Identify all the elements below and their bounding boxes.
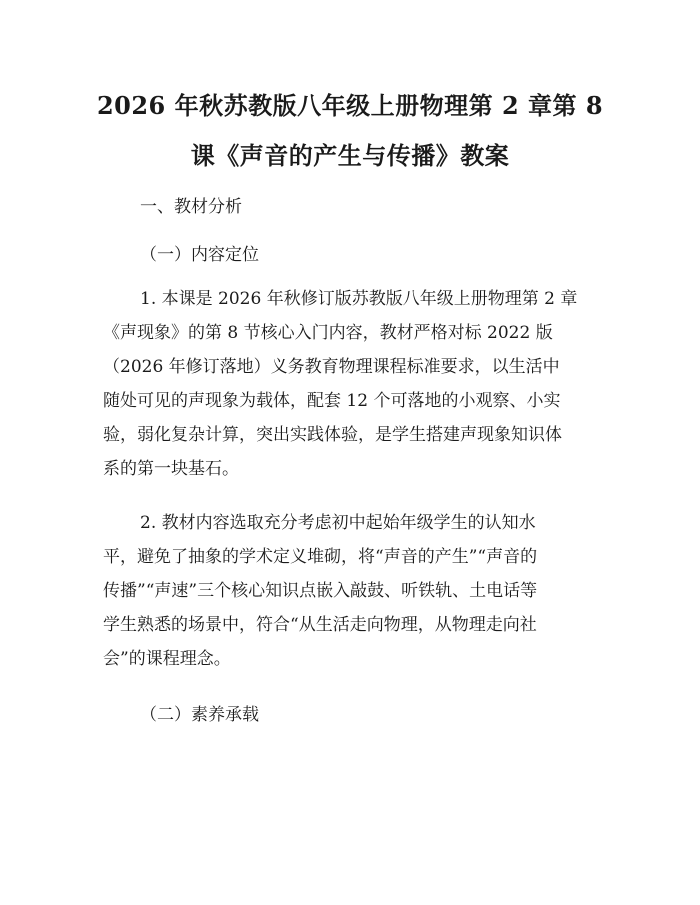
subsection-heading-content-positioning: （一）内容定位 xyxy=(140,245,259,265)
paragraph-2-line: 传播”“声速”三个核心知识点嵌入敲鼓、听铁轨、土电话等 xyxy=(103,581,538,601)
paragraph-2-line: 会”的课程理念。 xyxy=(103,649,231,669)
paragraph-1-line: 验，弱化复杂计算，突出实践体验，是学生搭建声现象知识体 xyxy=(103,425,562,445)
paragraph-1-line: 1. 本课是 2026 年秋修订版苏教版八年级上册物理第 2 章 xyxy=(140,289,578,309)
document-title-line-2: 课《声音的产生与传播》教案 xyxy=(190,141,510,170)
paragraph-1-line: （2026 年修订落地）义务教育物理课程标准要求，以生活中 xyxy=(103,357,560,377)
paragraph-2-line: 2. 教材内容选取充分考虑初中起始年级学生的认知水 xyxy=(140,513,536,533)
paragraph-1-line: 《声现象》的第 8 节核心入门内容，教材严格对标 2022 版 xyxy=(103,323,553,343)
paragraph-2-line: 学生熟悉的场景中，符合“从生活走向物理，从物理走向社 xyxy=(103,615,537,635)
paragraph-1-line: 随处可见的声现象为载体，配套 12 个可落地的小观察、小实 xyxy=(103,391,561,411)
subsection-heading-competency: （二）素养承载 xyxy=(140,705,259,725)
section-heading-textbook-analysis: 一、教材分析 xyxy=(140,197,242,217)
document-title-line-1: 2026 年秋苏教版八年级上册物理第 2 章第 8 xyxy=(96,91,604,120)
paragraph-1-line: 系的第一块基石。 xyxy=(103,459,239,479)
paragraph-2-line: 平，避免了抽象的学术定义堆砌，将“声音的产生”“声音的 xyxy=(103,547,538,567)
